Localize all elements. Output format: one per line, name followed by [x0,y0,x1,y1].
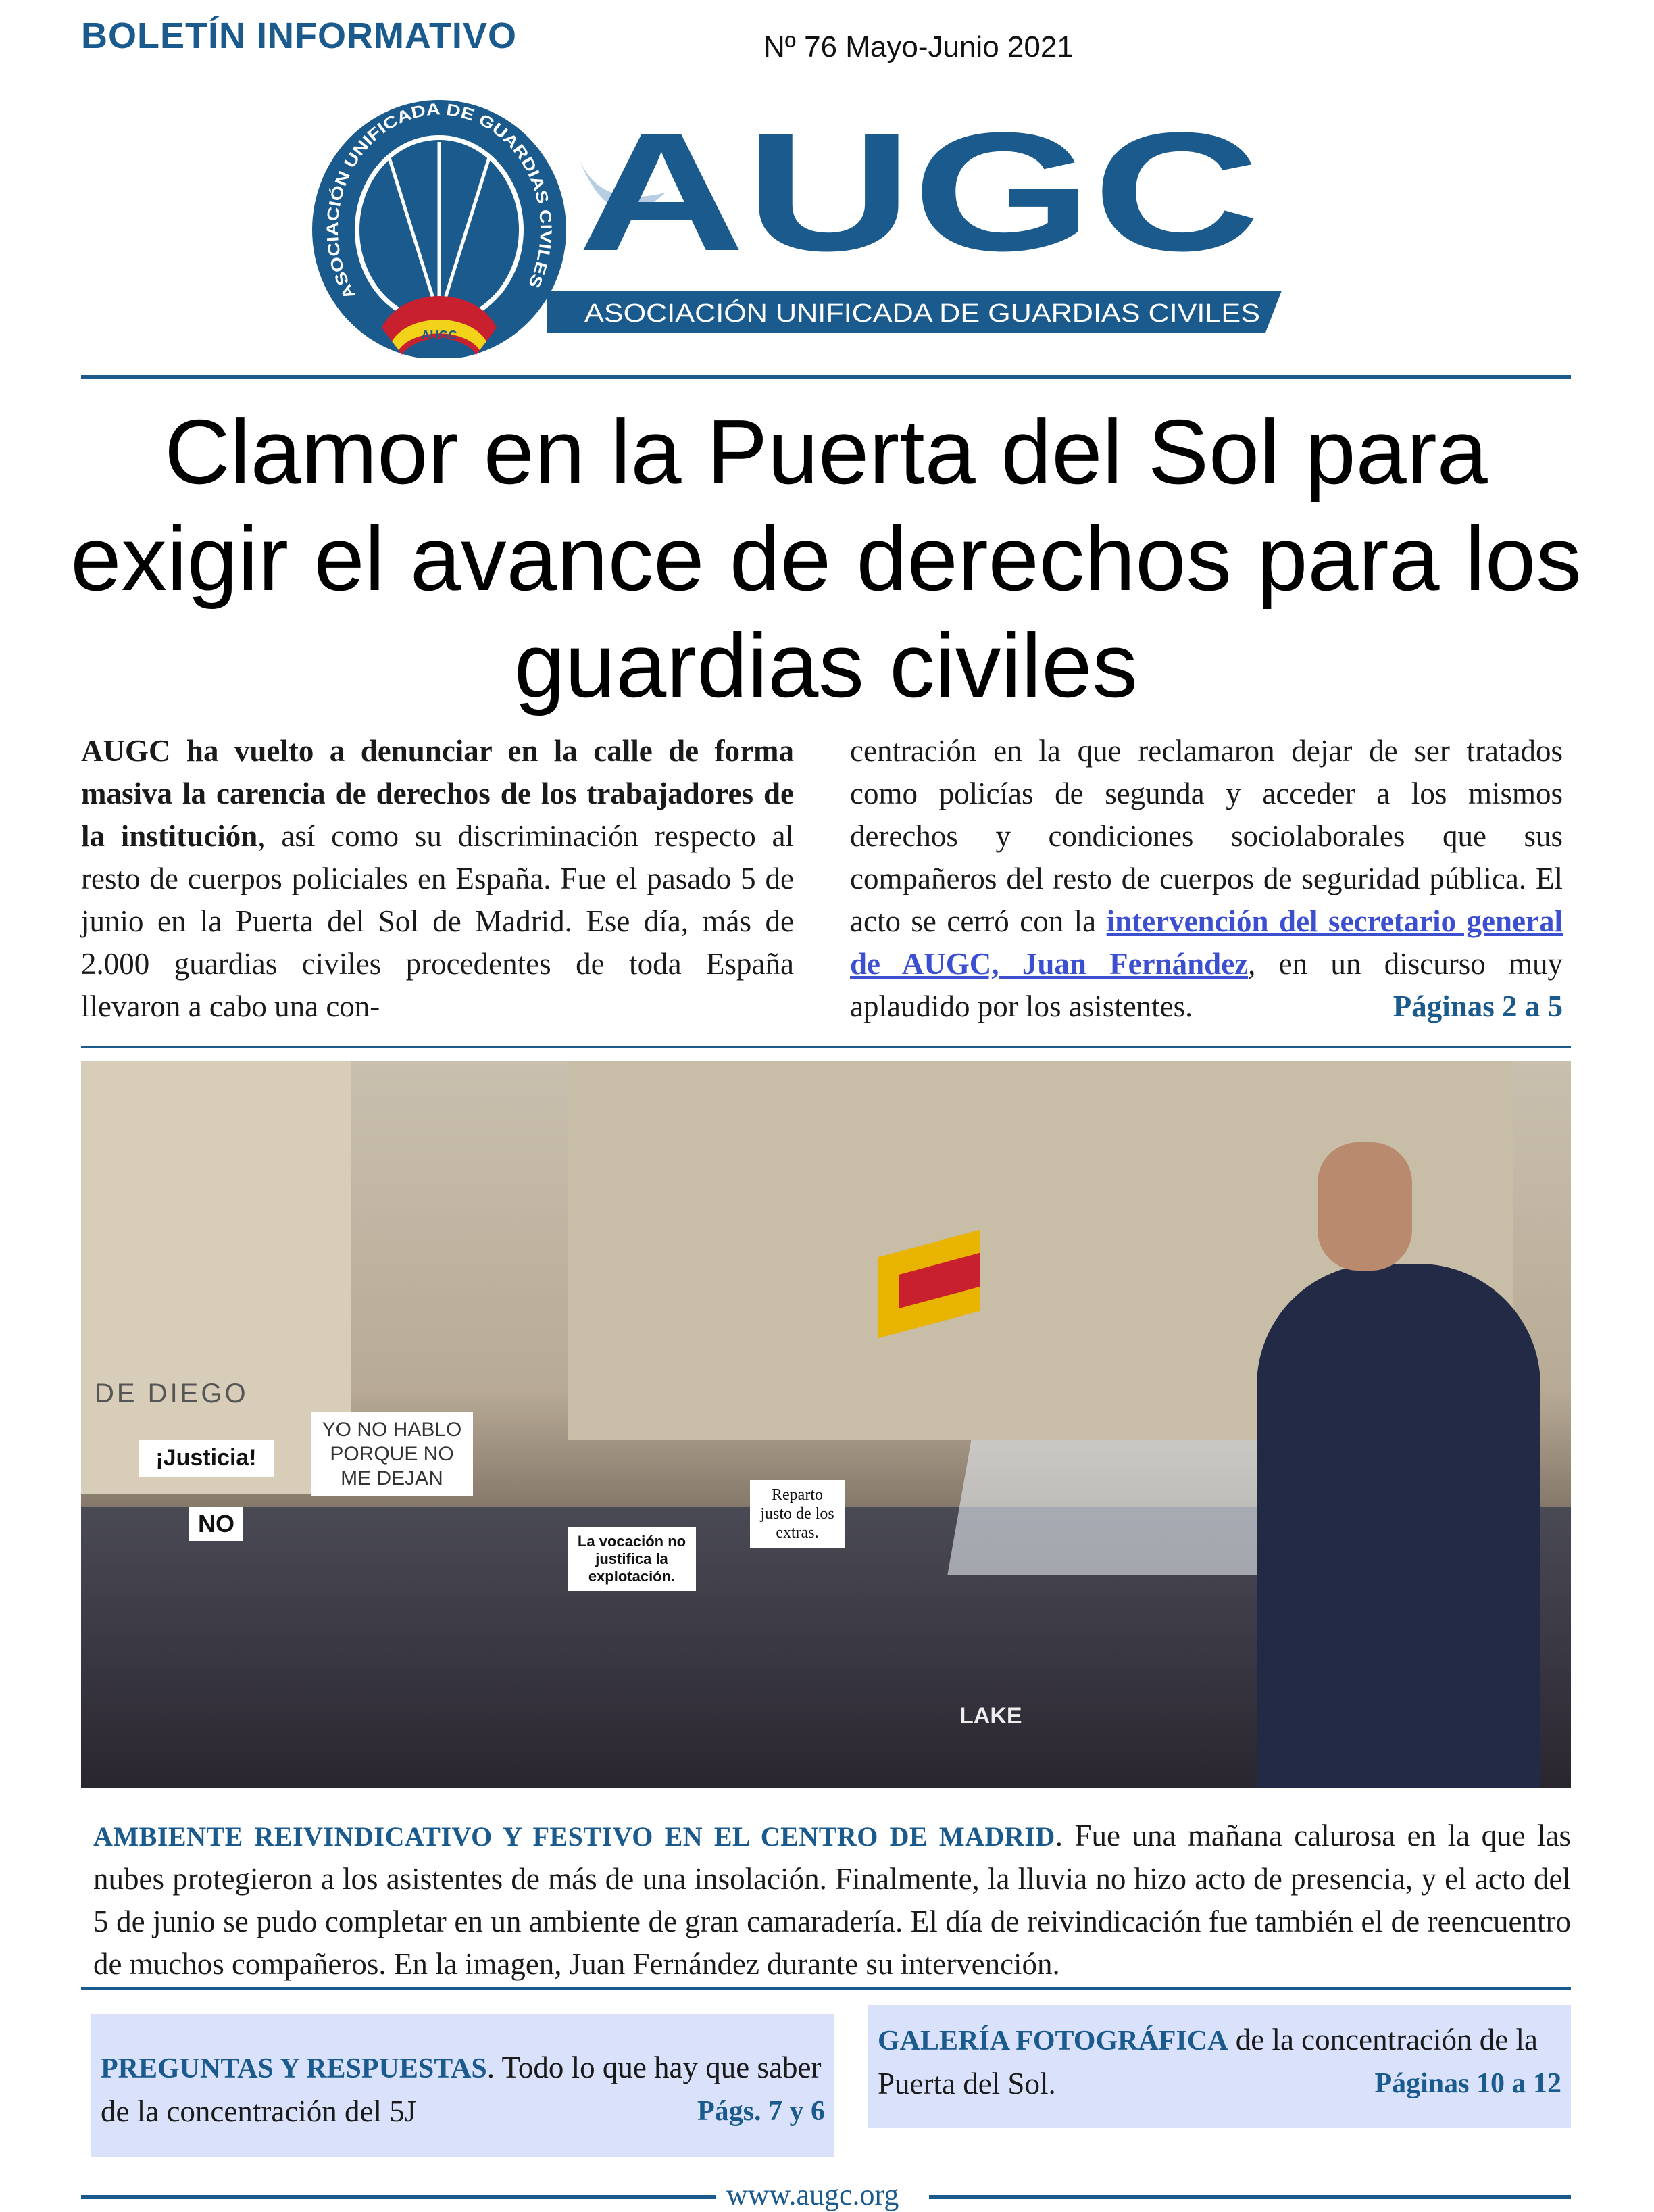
teaser-questions[interactable] [91,2014,834,2157]
issue-number: Nº 76 Mayo-Junio 2021 [763,30,1074,64]
teaser-text: de la concentración de la Puerta del Sol. [878,2023,1538,2100]
protest-sign: La vocación no justifica la explotación. [568,1527,696,1591]
logo-wordmark: AUGC [578,97,1260,286]
divider [81,1046,1571,1048]
teaser-pages: Páginas 10 a 12 [1374,2068,1561,2099]
protest-sign: YO NO HABLO PORQUE NO ME DEJAN [311,1412,473,1496]
logo-badge-text: AUGC [421,328,457,342]
teaser-gallery[interactable] [868,2005,1571,2128]
logo-banner-text: ASOCIACIÓN UNIFICADA DE GUARDIAS CIVILES [584,299,1180,328]
footer-rule [929,2195,1571,2199]
article-body: , en un discurso muy aplaudido por los asistentes. [850,947,1563,1023]
logo-ring-text: ASOCIACIÓN UNIFICADA DE GUARDIAS CIVILES [323,100,555,303]
protest-sign: ¡Justicia! [139,1440,274,1477]
article-lead: AUGC ha vuelto a denunciar en la calle de forma masiva la carencia de derechos de los trabajadores de la institución [81,734,794,853]
caption-heading: AMBIENTE REIVINDICATIVO Y FESTIVO EN EL CENTRO DE MADRID [93,1821,1055,1852]
divider [81,375,1571,379]
footer [0,2178,1654,2211]
teaser-text: . Todo lo que hay que saber de la concentración del 5J [101,2050,822,2128]
caption-text: . Fue una mañana calurosa en la que las nubes protegieron a los asistentes de más de una insolación. Finalmente, la lluvia no hizo acto de presencia, y el acto del 5 de junio se pudo completar en un ambiente de gran camaradería. El día de reivindicación fue también el de reencuentro de muchos compañeros. En la imagen, Juan Fernández durante su intervención. [93,1819,1571,1981]
article-body: centración en la que reclamaron dejar de ser tratados como policías de segunda y acceder a los mismos derechos y condiciones sociolaborales que sus compañeros del resto de cuerpos de seguridad pública. El acto se cerró con la [850,734,1563,938]
shop-sign: DE DIEGO [95,1379,249,1408]
protest-sign: NO [189,1507,243,1541]
rally-photo [81,1061,1571,1788]
divider [81,1987,1571,1990]
protest-sign: Reparto justo de los extras. [750,1480,845,1548]
newsletter-kicker: BOLETÍN INFORMATIVO [81,16,517,56]
footer-rule [81,2195,716,2199]
speech-link[interactable]: intervención del secretario general de AUGC, Juan Fernández [850,904,1563,981]
teaser-heading: PREGUNTAS Y RESPUESTAS [101,2053,487,2084]
website-link[interactable]: www.augc.org [726,2178,899,2211]
teaser-pages: Págs. 7 y 6 [697,2096,825,2127]
article-column-2 [850,730,1563,1028]
headline: Clamor en la Puerta del Sol para exigir el avance de derechos para los guardias civiles [70,401,1582,716]
photo-caption [93,1815,1571,1986]
augc-logo [307,95,1294,358]
teaser-heading: GALERÍA FOTOGRÁFICA [878,2025,1228,2057]
article-body: , así como su discriminación respecto al resto de cuerpos policiales en España. Fue el pasado 5 de junio en la Puerta del Sol de Madrid. Ese día, más de 2.000 guardias civiles procedentes de toda España llevaron a cabo una con- [81,819,794,1023]
shirt-print: LAKE [959,1703,1022,1729]
article-column-1 [81,730,794,1028]
page-reference: Páginas 2 a 5 [1393,989,1563,1023]
